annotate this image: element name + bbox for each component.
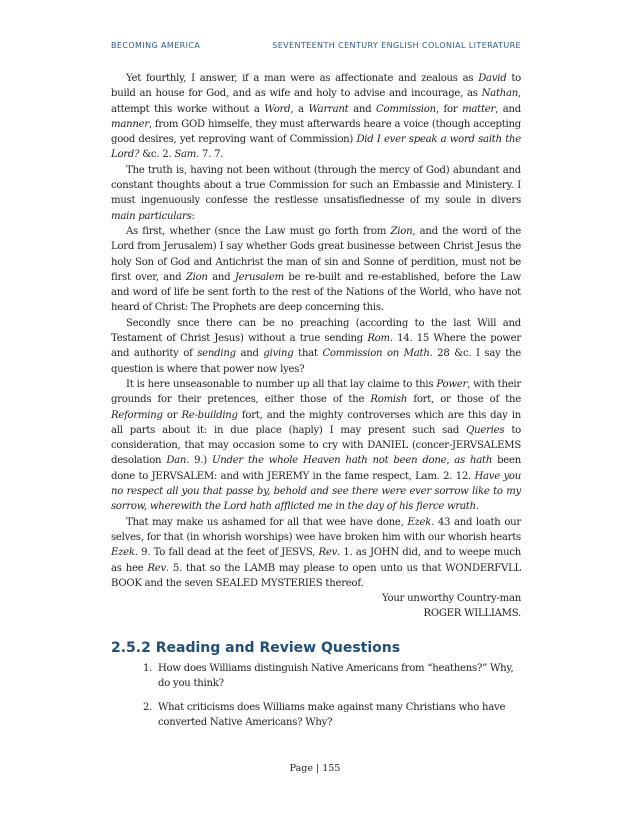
- paragraph: Yet fourthly, I answer, if a man were as affectionate and zealous as David to build an house for God, and as wife and holy to advise and incourage, as Nathan, attempt this worke without a Word, a Warrant and Commission, for matter, and manner, from GOD himselfe, they must afterwards heare a voice (though accepting good desires, yet reproving want of Commission) Did I ever speak a word saith the Lord? &c. 2. Sam. 7. 7.: [111, 73, 521, 161]
- signature-line-1: Your unworthy Country-man: [381, 593, 521, 605]
- paragraph: The truth is, having not been without (through the mercy of God) abundant and constant thoughts about a true Commission for such an Embassie and Ministery. I must ingenuously confesse the restlesse unsatisfiednesse of my soule in divers main particulars:: [111, 164, 521, 222]
- header-right: SEVENTEENTH CENTURY ENGLISH COLONIAL LITERATURE: [272, 41, 521, 50]
- page-number: Page | 155: [289, 763, 341, 774]
- header-left: BECOMING AMERICA: [111, 41, 201, 50]
- question-text: How does Williams distinguish Native Americans from “heathens?” Why, do you think?: [158, 663, 514, 690]
- signature: [111, 591, 521, 622]
- paragraph: Secondly snce there can be no preaching (according to the last Will and Testament of Christ Jesus) without a true sending Rom. 14. 15 Where the power and authority of sending and giving that Commission on Math. 28 &c. I say the question is where that power now lyes?: [111, 317, 521, 375]
- question-number: 1.: [143, 663, 153, 674]
- question-number: 2.: [143, 701, 153, 713]
- signature-line-2: ROGER WILLIAMS.: [423, 608, 521, 620]
- question-list: [111, 661, 521, 738]
- paragraph: That may make us ashamed for all that wee have done, Ezek. 43 and loath our selves, for that (in whorish worships) wee have broken him with our whorish hearts Ezek. 9. To fall dead at the feet of JESVS, Rev. 1. as JOHN did, and to weepe much as hee Rev. 5. that so the LAMB may please to open unto us that WONDERFVLL BOOK and the seven SEALED MYSTERIES thereof.: [111, 516, 521, 589]
- list-item: [111, 661, 521, 692]
- running-header: [111, 41, 521, 50]
- paragraph: It is here unseasonable to number up all that lay claime to this Power, with their grounds for their pretences, either those of the Romish fort, or those of the Reforming or Re-building fort, and the mighty controverses which are this day in all parts about it: in due place (haply) I may present such sad Queries to consideration, that may occasion some to cry with DANIEL (concer-JERVSALEMS desolation Dan. 9.) Under the whole Heaven hath not been done, as hath been done to JERVSALEM: and with JEREMY in the fame respect, Lam. 2. 12. Have you no respect all you that passe by, behold and see there were ever sorrow like to my sorrow, wherewith the Lord hath afflicted me in the day of his fierce wrath.: [111, 378, 522, 513]
- list-item: [111, 700, 521, 731]
- section-heading: 2.5.2 Reading and Review Questions: [111, 640, 401, 656]
- body-text: [111, 71, 521, 622]
- paragraph: As first, whether (snce the Law must go forth from Zion, and the word of the Lord from Jerusalem) I say whether Gods great businesse between Christ Jesus the holy Son of God and Antichrist the man of sin and Sonne of perdition, must not be first over, and Zion and Jerusalem be re-built and re-established, before the Law and word of life be sent forth to the rest of the Nations of the World, who have not heard of Christ: The Prophets are deep concerning this.: [111, 225, 521, 314]
- question-text: What criticisms does Williams make against many Christians who have converted Native Americans? Why?: [158, 701, 506, 728]
